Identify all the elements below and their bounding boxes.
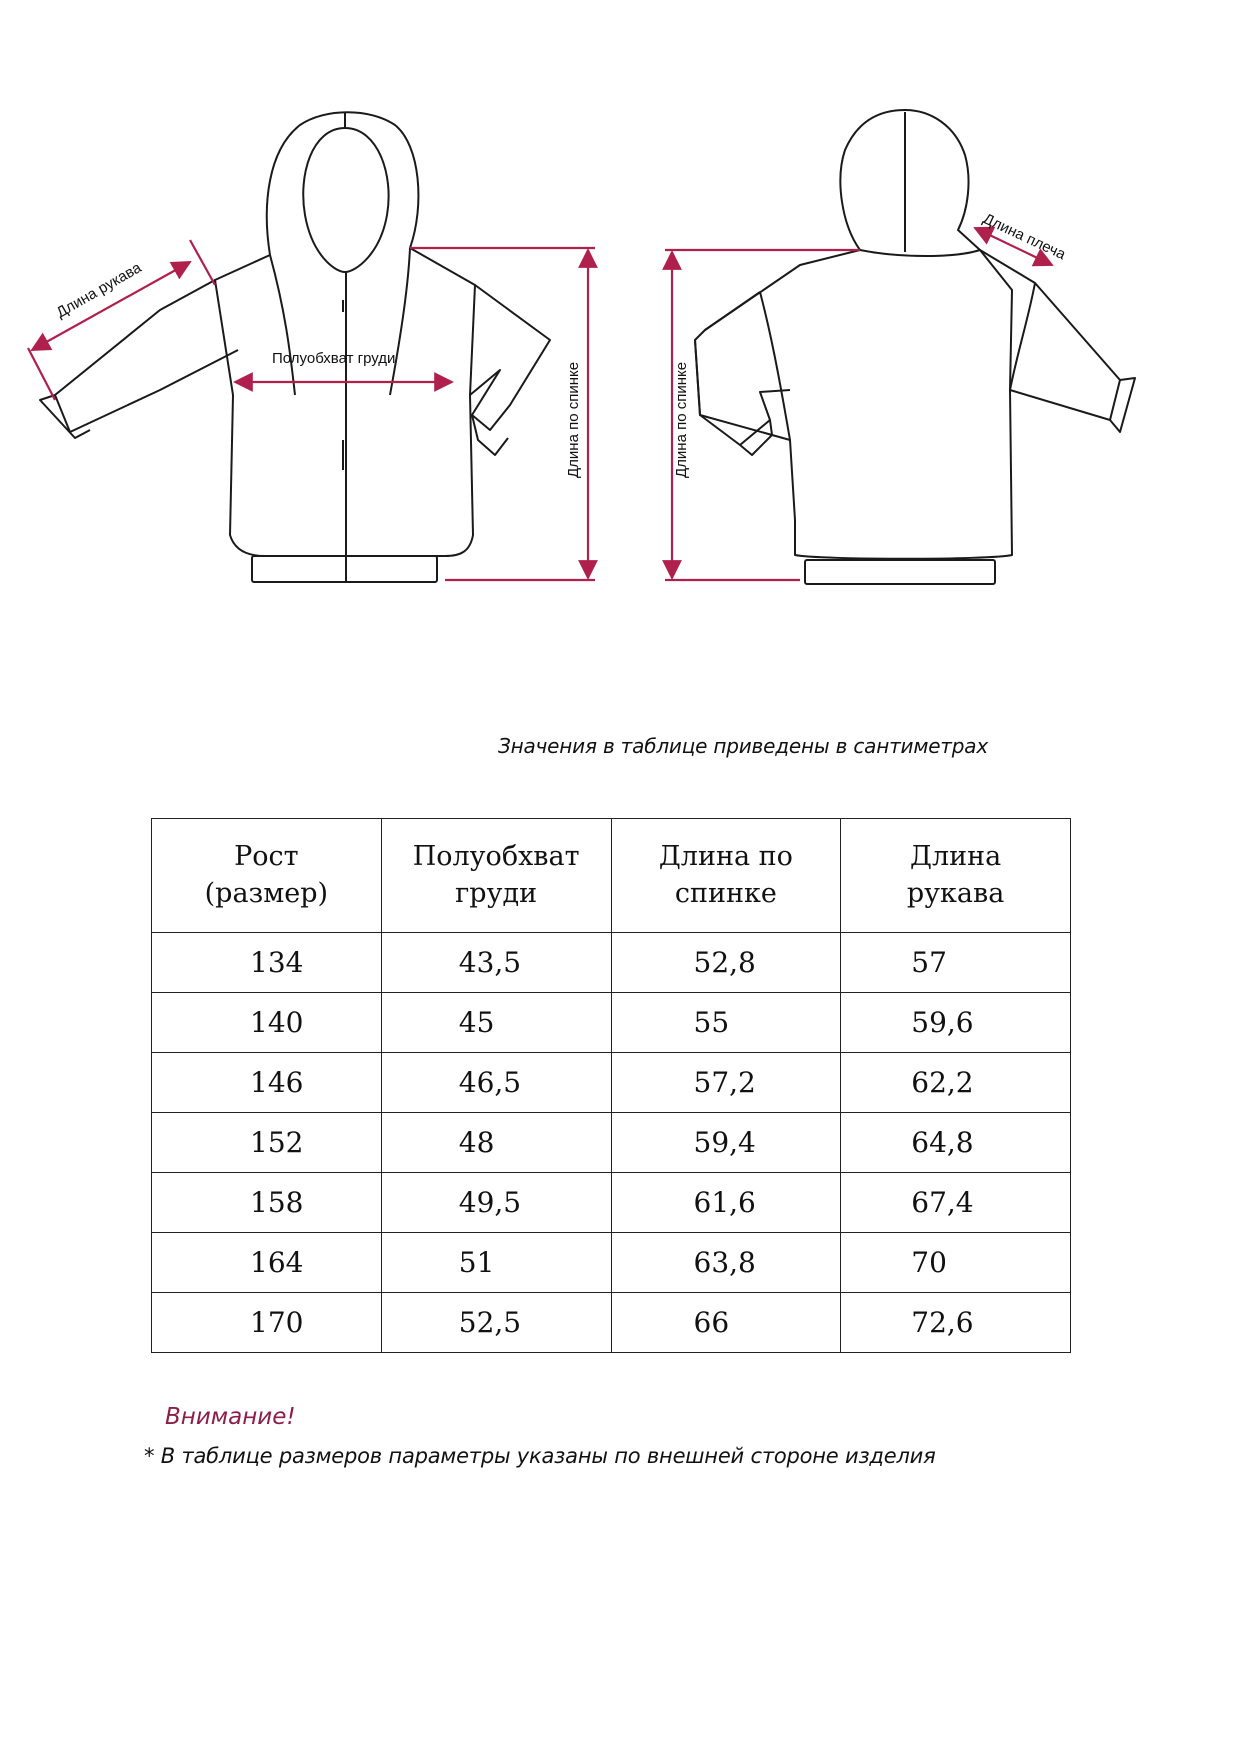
cell-sleeve-length: 70 bbox=[841, 1233, 1071, 1293]
cell-sleeve-length: 62,2 bbox=[841, 1053, 1071, 1113]
header-sleeve-length: Длина рукава bbox=[841, 819, 1071, 933]
cell-back-length: 61,6 bbox=[611, 1173, 841, 1233]
table-header-row bbox=[152, 819, 1071, 933]
units-note: Значения в таблице приведены в сантиметрах bbox=[498, 734, 988, 758]
jacket-measurement-diagram bbox=[0, 0, 1240, 620]
cell-chest: 45 bbox=[381, 993, 611, 1053]
label-front-back-length: Длина по спинке bbox=[565, 361, 582, 478]
warning-title: Внимание! bbox=[165, 1404, 296, 1430]
table-row bbox=[152, 1293, 1071, 1353]
label-shoulder-length: Длина плеча bbox=[980, 210, 1069, 264]
label-back-length: Длина по спинке bbox=[673, 361, 690, 478]
cell-chest: 43,5 bbox=[381, 933, 611, 993]
cell-back-length: 59,4 bbox=[611, 1113, 841, 1173]
header-height: Рост (размер) bbox=[152, 819, 382, 933]
cell-height: 170 bbox=[152, 1293, 382, 1353]
size-table bbox=[151, 818, 1071, 1353]
label-sleeve-length: Длина рукава bbox=[53, 259, 145, 322]
cell-height: 158 bbox=[152, 1173, 382, 1233]
cell-back-length: 55 bbox=[611, 993, 841, 1053]
cell-sleeve-length: 64,8 bbox=[841, 1113, 1071, 1173]
warning-text: * В таблице размеров параметры указаны по внешней стороне изделия bbox=[144, 1444, 936, 1468]
cell-height: 134 bbox=[152, 933, 382, 993]
cell-chest: 48 bbox=[381, 1113, 611, 1173]
cell-height: 140 bbox=[152, 993, 382, 1053]
cell-back-length: 57,2 bbox=[611, 1053, 841, 1113]
cell-chest: 49,5 bbox=[381, 1173, 611, 1233]
cell-chest: 46,5 bbox=[381, 1053, 611, 1113]
table-row bbox=[152, 1173, 1071, 1233]
back-measure-lines bbox=[665, 228, 1052, 580]
cell-back-length: 66 bbox=[611, 1293, 841, 1353]
cell-height: 146 bbox=[152, 1053, 382, 1113]
cell-back-length: 52,8 bbox=[611, 933, 841, 993]
label-chest: Полуобхват груди bbox=[272, 350, 396, 367]
header-back-length: Длина по спинке bbox=[611, 819, 841, 933]
jacket-back-drawing bbox=[695, 110, 1135, 584]
table-row bbox=[152, 1053, 1071, 1113]
cell-height: 152 bbox=[152, 1113, 382, 1173]
cell-sleeve-length: 59,6 bbox=[841, 993, 1071, 1053]
cell-sleeve-length: 72,6 bbox=[841, 1293, 1071, 1353]
table-row bbox=[152, 993, 1071, 1053]
cell-height: 164 bbox=[152, 1233, 382, 1293]
jacket-front-drawing bbox=[40, 112, 550, 582]
table-row bbox=[152, 933, 1071, 993]
cell-chest: 52,5 bbox=[381, 1293, 611, 1353]
table-row bbox=[152, 1233, 1071, 1293]
cell-chest: 51 bbox=[381, 1233, 611, 1293]
cell-sleeve-length: 67,4 bbox=[841, 1173, 1071, 1233]
header-chest: Полуобхват груди bbox=[381, 819, 611, 933]
cell-back-length: 63,8 bbox=[611, 1233, 841, 1293]
table-row bbox=[152, 1113, 1071, 1173]
cell-sleeve-length: 57 bbox=[841, 933, 1071, 993]
